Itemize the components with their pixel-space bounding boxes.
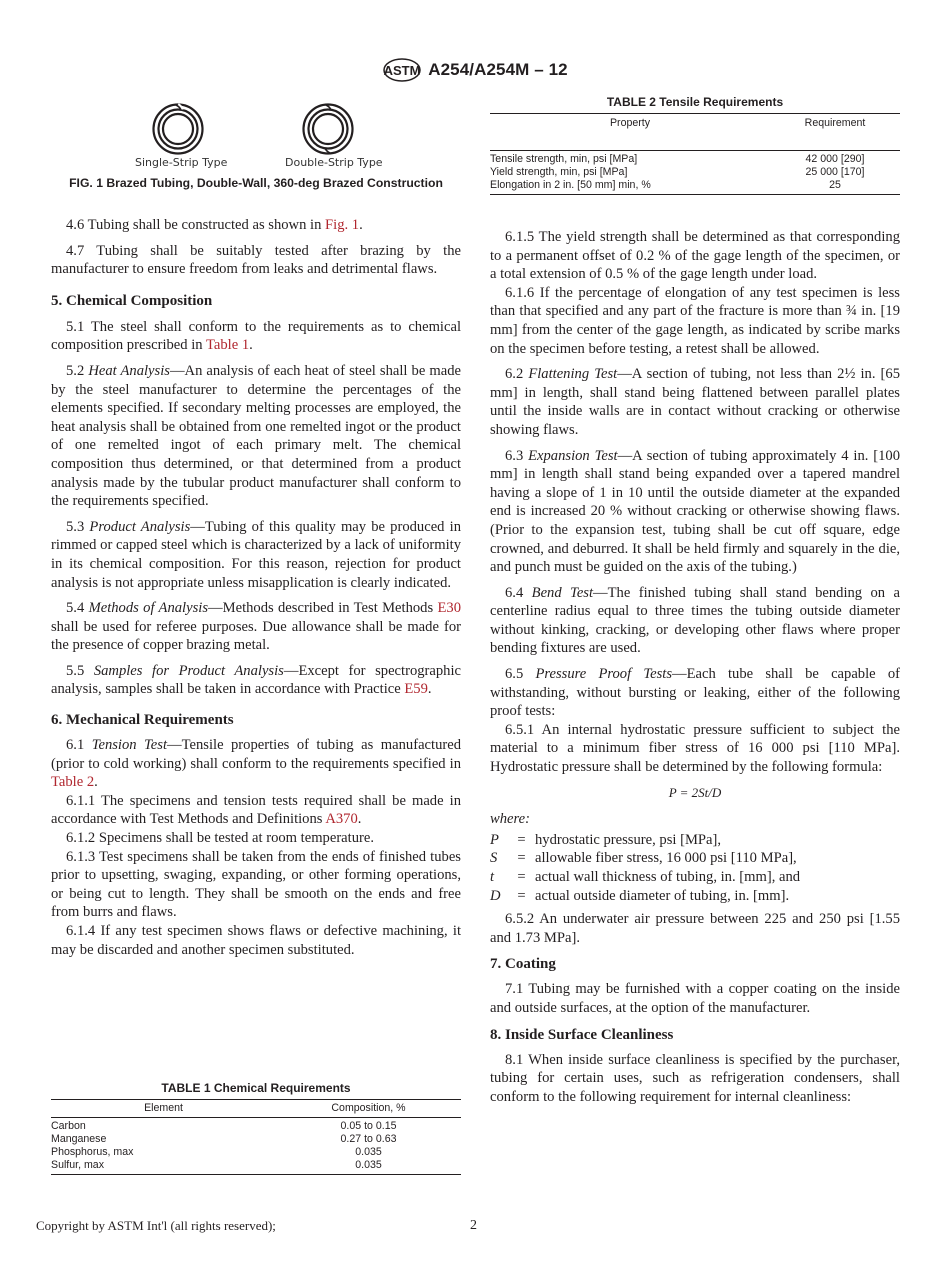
section-5-heading: 5. Chemical Composition [51, 292, 213, 309]
paragraph-6-5: 6.5 Pressure Proof Tests—Each tube shall be capable of withstanding, without bursting or leaking, either of the following proof tests: [490, 666, 900, 720]
paragraph-7-1: 7.1 Tubing may be furnished with a copper coating on the inside and outside surfaces, at the option of the manufacturer. [490, 981, 900, 1016]
paragraph-4-7: 4.7 Tubing shall be suitably tested after brazing by the manufacturer to ensure freedom from leaks and detrimental flaws. [51, 242, 461, 278]
table-1-chemical [51, 1081, 461, 1175]
paragraph-6-5-1: 6.5.1 An internal hydrostatic pressure sufficient to subject the material to a minimum fiber stress of 16 000 psi [110 MPa]. Hydrostatic pressure shall be determined by the following formula: [490, 721, 900, 776]
section-7-heading: 7. Coating [490, 956, 556, 973]
paragraph-6-1-2: 6.1.2 Specimens shall be tested at room temperature. [66, 830, 375, 847]
e30-link[interactable]: E30 [437, 600, 461, 617]
paragraph-6-1-6: 6.1.6 If the percentage of elongation of any test specimen is less than that specified and any part of the fracture is more than ¾ in. [19 mm] from the center of the gage length, as indicated by scribe marks on the specimen before testing, a retest shall be allowed. [490, 284, 900, 357]
table-row: Phosphorus, max 0.035 [51, 1146, 382, 1158]
paragraph-6-1-1: 6.1.1 The specimens and tension tests required shall be made in accordance with Test Methods and Definitions A370. [51, 792, 461, 828]
left-column [51, 216, 461, 959]
fig1-link[interactable]: Fig. 1 [325, 217, 360, 233]
paragraph-6-1: 6.1 Tension Test—Tensile properties of tubing as manufactured (prior to cold working) shall conform to the requirements specified in Table 2. [51, 737, 462, 791]
a370-link[interactable]: A370 [325, 811, 358, 828]
table-row: Carbon 0.05 to 0.15 [51, 1118, 461, 1134]
table-2-tensile [490, 95, 900, 195]
single-strip-tube-icon [151, 102, 205, 156]
figure-1 [51, 100, 461, 195]
paragraph-5-1: 5.1 The steel shall conform to the requirements as to chemical composition prescribed in Table 1. [51, 318, 461, 354]
table-row: Elongation in 2 in. [50 mm] min, % 25 [490, 179, 900, 195]
legend-row-d: D = actual outside diameter of tubing, in. [mm]. [490, 887, 790, 904]
legend-row-t: t = actual wall thickness of tubing, in. [mm], and [490, 869, 801, 885]
where-label: where: [490, 811, 530, 828]
section-6-heading: 6. Mechanical Requirements [51, 712, 234, 729]
double-strip-tube-icon [301, 102, 355, 156]
page-number: 2 [470, 1218, 477, 1233]
paragraph-5-5: 5.5 Samples for Product Analysis—Except for spectrographic analysis, samples shall be taken in accordance with Practice E59. [51, 662, 461, 698]
paragraph-6-1-4: 6.1.4 If any test specimen shows flaws or defective machining, it may be discarded and another specimen substituted. [51, 923, 461, 958]
table-row: Yield strength, min, psi [MPa] 25 000 [170] [490, 166, 865, 178]
paragraph-6-1-5: 6.1.5 The yield strength shall be determined as that corresponding to a permanent offset of 0.2 % of the gage length of the specimen, or a total extension of 0.5 % of the gage length under load. [490, 229, 900, 283]
double-strip-label: Double-Strip Type [285, 156, 383, 169]
legend-row-p: P = hydrostatic pressure, psi [MPa], [490, 831, 722, 848]
e59-link[interactable]: E59 [404, 681, 428, 698]
column-header: Property [609, 117, 651, 129]
paragraph-5-2: 5.2 Heat Analysis—An analysis of each heat of steel shall be made by the steel manufacturer to determine the percentages of the elements specified. If secondary melting processes are employed, the heat analysis shall be obtained from one remelted ingot or the product of one remelted ingot of each primary melt. The chemical composition thus determined, or that determined from a product analysis made by the tubular product manufacturer shall conform to the requirements specified. [51, 362, 461, 510]
column-header: Element [144, 1102, 183, 1114]
table-row: Sulfur, max 0.035 [51, 1159, 461, 1175]
astm-logo-icon [382, 57, 422, 83]
paragraph-4-6: 4.6 Tubing shall be constructed as shown in Fig. 1. [66, 217, 363, 233]
table-caption: TABLE 2 Tensile Requirements [606, 95, 784, 109]
paragraph-6-4: 6.4 Bend Test—The finished tubing shall stand bending on a centerline radius equal to three times the tubing outside diameter without kinking, cracking, or developing other flaws where proper bending fixtures are used. [490, 584, 900, 657]
page-header [0, 56, 950, 84]
paragraph-6-5-2: 6.5.2 An underwater air pressure between 225 and 250 psi [1.55 and 1.73 MPa]. [490, 911, 900, 946]
paragraph-5-4: 5.4 Methods of Analysis—Methods described in Test Methods E30 shall be used for referee purposes. Due allowance shall be made for the presence of copper brazing metal. [51, 600, 461, 654]
formula: P = 2St/D [668, 784, 722, 800]
paragraph-6-2: 6.2 Flattening Test—A section of tubing, not less than 2½ in. [65 mm] in length, shall stand being flattened between parallel plates until the inside walls are in contact without cracking or otherwise showing flaws. [490, 366, 901, 438]
table-caption: TABLE 1 Chemical Requirements [161, 1081, 351, 1095]
paragraph-6-1-3: 6.1.3 Test specimens shall be taken from the ends of finished tubes prior to upsetting, swaging, expanding, or other forming operations, or being cut to length. They shall be smooth on the ends and free from burrs and flaws. [51, 848, 461, 921]
legend-row-s: S = allowable fiber stress, 16 000 psi [110 MPa], [490, 850, 797, 867]
column-header: Requirement [804, 117, 866, 129]
paragraph-8-1: 8.1 When inside surface cleanliness is specified by the purchaser, tubing for certain uses, such as refrigeration condensers, shall conform to the following requirement for internal cleanliness: [490, 1051, 900, 1105]
document-designation: A254/A254M – 12 [428, 60, 568, 79]
table2-link[interactable]: Table 2 [51, 774, 95, 791]
paragraph-5-3: 5.3 Product Analysis—Tubing of this quality may be produced in rimmed or capped steel which is characterized by a lack of uniformity in its chemical composition. For this reason, rejection for product analysis is not appropriate unless misapplication is clearly indicated. [51, 518, 461, 591]
single-strip-label: Single-Strip Type [135, 156, 228, 169]
paragraph-6-3: 6.3 Expansion Test—A section of tubing approximately 4 in. [100 mm] in length shall stand being expanded over a tapered mandrel having a slope of 1 in 10 until the outside diameter at the expanded end is increased 20 % without cracking or otherwise showing flaws. (Prior to the expansion test, tubing shall be cut off square, edge crowned, and deburred. It shall be held firmly and squarely in the die, and punch must be guided on the axis of the tubing.) [490, 447, 901, 576]
table1-link[interactable]: Table 1 [205, 337, 250, 354]
figure-caption: FIG. 1 Brazed Tubing, Double-Wall, 360-deg Brazed Construction [69, 176, 443, 190]
variable-legend [490, 831, 900, 905]
table-row: Tensile strength, min, psi [MPa] 42 000 [290] [490, 151, 900, 167]
table-row: Manganese 0.27 to 0.63 [51, 1133, 397, 1145]
svg-text:ASTM: ASTM [383, 63, 421, 78]
copyright-notice: Copyright by ASTM Int'l (all rights reserved); [36, 1218, 276, 1233]
right-column [490, 228, 900, 1106]
section-8-heading: 8. Inside Surface Cleanliness [490, 1026, 674, 1043]
column-header: Composition, % [331, 1102, 406, 1114]
